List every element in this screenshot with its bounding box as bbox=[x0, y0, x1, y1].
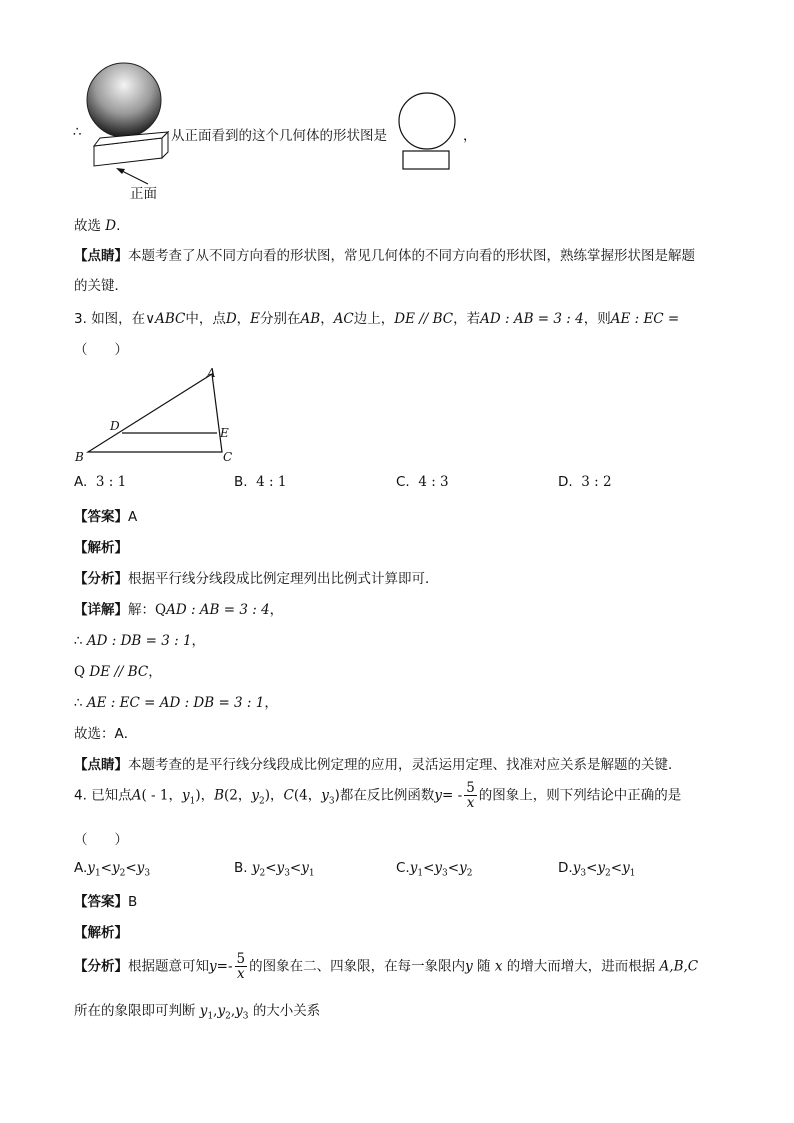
segment-ac: AC bbox=[333, 311, 354, 327]
q4-text: 的图象上，则下列结论中正确的是 bbox=[478, 787, 682, 804]
q3-text: 如图，在 bbox=[91, 311, 146, 327]
q3-text: 中，点 bbox=[185, 311, 226, 327]
q3-detail-step1 bbox=[74, 598, 283, 618]
choose-end: . bbox=[116, 218, 121, 234]
q3-text: ，若 bbox=[453, 311, 481, 327]
tag-fenxi: 【分析】 bbox=[74, 958, 128, 975]
dianjing-text-cont: 的关键． bbox=[74, 278, 128, 294]
step-3: DE // BC bbox=[89, 664, 149, 680]
fenxi-text: 的大小关系 bbox=[252, 1003, 321, 1019]
tag-answer: 【答案】 bbox=[74, 509, 128, 525]
given-ratio: AD : AB = 3 : 4 bbox=[480, 311, 584, 327]
y-var: y bbox=[251, 787, 260, 804]
option-a[interactable]: $A.y_1<y_2<y_3$ bbox=[74, 860, 151, 879]
q4-fenxi-line2: 所在的象限即可判断 $y_1,y_2,y_3$ 的大小关系 bbox=[74, 1003, 321, 1022]
var-y: y bbox=[465, 958, 473, 975]
q3-answer bbox=[74, 505, 137, 525]
therefore-symbol: ∴ bbox=[74, 695, 83, 711]
segment-ab: AB bbox=[300, 311, 321, 327]
point-c: C bbox=[283, 787, 294, 804]
q2-choice-line bbox=[74, 214, 120, 234]
fraction-5-over-x: $\frac{5}{x}$ bbox=[236, 951, 246, 983]
tag-fenxi: 【分析】 bbox=[74, 571, 128, 587]
q4-jiexi: 【解析】 bbox=[74, 925, 128, 941]
tag-dianjing: 【点睛】 bbox=[74, 757, 128, 773]
punct: ， bbox=[264, 695, 278, 711]
top-figure bbox=[70, 62, 490, 207]
option-b[interactable]: B. $y_2<y_3<y_1$ bbox=[234, 860, 315, 879]
q3-fenxi bbox=[74, 567, 439, 587]
q4-answer bbox=[74, 890, 137, 910]
fenxi-text: 的图象在二、四象限，在每一象限内 bbox=[249, 958, 466, 975]
q4-text: 已知点 bbox=[91, 787, 132, 804]
triangle-abc: ∨ABC bbox=[145, 311, 186, 327]
option-c[interactable]: C. 4 : 3 bbox=[396, 474, 449, 490]
q3-detail-step3 bbox=[74, 660, 162, 680]
because-symbol: Q bbox=[155, 602, 167, 618]
coord: (2， bbox=[224, 787, 252, 804]
option-d[interactable]: $D.y_3<y_2<y_1$ bbox=[558, 860, 636, 879]
fenxi-text: 根据平行线分线段成比例定理列出比例式计算即可． bbox=[128, 571, 439, 587]
coord: ( - 1， bbox=[141, 787, 182, 804]
punct: ， bbox=[148, 664, 162, 680]
tag-answer: 【答案】 bbox=[74, 894, 128, 910]
q3-text: ， bbox=[236, 311, 251, 327]
point-e: E bbox=[250, 311, 261, 327]
q3-dianjing bbox=[74, 753, 682, 773]
fenxi-text: 根据题意可知 bbox=[128, 958, 209, 975]
parallel-condition: DE // BC bbox=[394, 311, 454, 327]
points-abc: A,B,C bbox=[659, 958, 699, 975]
choose-text: 故选 bbox=[74, 218, 101, 234]
label-d: D bbox=[110, 419, 120, 433]
label-c: C bbox=[223, 450, 233, 464]
coord: )， bbox=[195, 787, 215, 804]
question-number: 4. bbox=[74, 787, 87, 804]
dianjing-text: 本题考查的是平行线分线段成比例定理的应用，灵活运用定理、找准对应关系是解题的关键． bbox=[128, 757, 682, 773]
because-symbol: Q bbox=[74, 664, 86, 680]
therefore-symbol: ∴ bbox=[73, 124, 82, 140]
point-b: B bbox=[214, 787, 225, 804]
coord: (4， bbox=[293, 787, 322, 804]
fenxi-text: 随 bbox=[477, 958, 491, 975]
front-view-comma: ， bbox=[463, 128, 477, 144]
q3-text: ，则 bbox=[583, 311, 611, 327]
q4-paren: （ ） bbox=[74, 832, 128, 848]
option-d[interactable]: D. 3 : 2 bbox=[558, 474, 612, 490]
q3-detail-step4 bbox=[74, 691, 278, 711]
dianjing-text: 本题考查了从不同方向看的形状图，常见几何体的不同方向看的形状图，熟练掌握形状图是解题 bbox=[128, 248, 695, 264]
q2-dianjing-line2 bbox=[74, 274, 128, 294]
triangle-diagram bbox=[70, 364, 250, 466]
jie-text: 解： bbox=[128, 602, 155, 618]
step-1: AD : AB = 3 : 4 bbox=[166, 602, 270, 618]
q3-detail-step2 bbox=[74, 629, 205, 649]
asked-ratio: AE : EC = bbox=[610, 311, 680, 327]
func-y: y bbox=[434, 787, 443, 804]
q4-stem-line1 bbox=[74, 781, 681, 810]
front-view-text: 从正面看到的这个几何体的形状图是 bbox=[171, 128, 387, 144]
front-label: 正面 bbox=[130, 186, 157, 202]
q3-text: 边上， bbox=[353, 311, 395, 327]
q3-text: ， bbox=[320, 311, 334, 327]
option-a[interactable]: A. 3 : 1 bbox=[74, 474, 127, 490]
q4-options bbox=[74, 860, 714, 880]
question-number: 3. bbox=[74, 311, 87, 327]
punct: ， bbox=[191, 633, 206, 649]
func: y=- bbox=[209, 958, 233, 975]
q4-fenxi-line1 bbox=[74, 952, 698, 981]
label-b: B bbox=[75, 450, 84, 464]
step-4: AE : EC = AD : DB = 3 : 1 bbox=[86, 695, 265, 711]
label-e: E bbox=[220, 426, 229, 440]
triangle-figure bbox=[70, 364, 250, 466]
func-eq: = - bbox=[442, 787, 463, 804]
var-x: x bbox=[494, 958, 503, 975]
fraction-5-over-x: $\frac{5}{x}$ bbox=[466, 780, 475, 812]
therefore-symbol: ∴ bbox=[74, 633, 83, 649]
coord: )， bbox=[264, 787, 284, 804]
q3-options bbox=[74, 474, 714, 494]
q3-jiexi: 【解析】 bbox=[74, 540, 128, 556]
point-a: A bbox=[131, 787, 142, 804]
punct: ， bbox=[269, 602, 284, 618]
q3-stem-line1 bbox=[74, 307, 679, 327]
y-var: y bbox=[321, 787, 329, 804]
tag-dianjing: 【点睛】 bbox=[74, 248, 128, 264]
option-c[interactable]: $C.y_1<y_3<y_2$ bbox=[396, 860, 473, 879]
choose-value: D bbox=[105, 218, 117, 234]
fenxi-text: 所在的象限即可判断 bbox=[74, 1003, 196, 1019]
answer-value: A bbox=[128, 509, 138, 525]
answer-value: B bbox=[128, 894, 138, 910]
y-var: y bbox=[181, 787, 190, 804]
q2-dianjing-line1 bbox=[74, 244, 695, 264]
subscript: 1 bbox=[189, 796, 196, 807]
q3-paren: （ ） bbox=[74, 342, 128, 358]
fenxi-text: 的增大而增大，进而根据 bbox=[506, 958, 656, 975]
label-a: A bbox=[207, 366, 216, 380]
q3-text: 分别在 bbox=[260, 311, 301, 327]
q3-choose: 故选：A． bbox=[74, 726, 138, 742]
q4-text: )都在反比例函数 bbox=[334, 787, 435, 804]
tag-xiangjie: 【详解】 bbox=[74, 602, 128, 618]
step-2: AD : DB = 3 : 1 bbox=[86, 633, 192, 649]
option-b[interactable]: B. 4 : 1 bbox=[234, 474, 287, 490]
subscript: 2 bbox=[259, 796, 265, 807]
subscript: 3 bbox=[328, 796, 335, 807]
point-d: D bbox=[225, 311, 237, 327]
